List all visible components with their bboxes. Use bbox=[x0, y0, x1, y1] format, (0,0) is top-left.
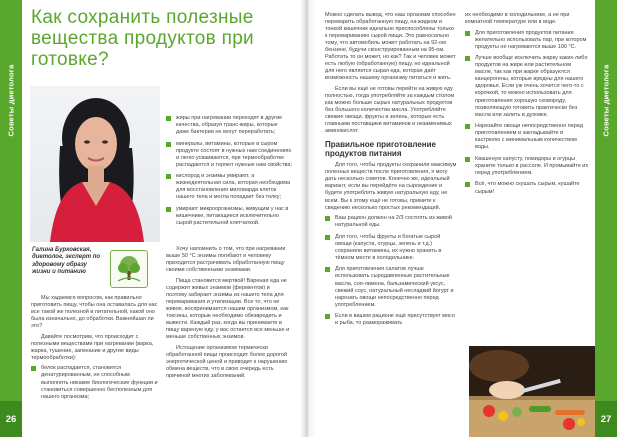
bullet-icon bbox=[166, 174, 171, 179]
body-paragraph: Хочу напомнить о том, что при нагревании выше 50 °С энзимы погибают и человеку приходится растрачивать обработанную пищу своими собственными энзимами. bbox=[166, 246, 286, 274]
bullet-icon bbox=[166, 116, 171, 121]
bullet-icon bbox=[325, 216, 330, 221]
list-item bbox=[465, 55, 589, 118]
author-portrait-image bbox=[30, 86, 160, 242]
cooking-vegetables-image bbox=[469, 346, 595, 437]
list-item-text: умирают микроорганизмы, живущим у нас в кишечнике, питающиеся исключительно сырой растительной клетчаткой. bbox=[176, 206, 289, 227]
section-tab-left bbox=[0, 0, 22, 437]
list-item bbox=[465, 156, 589, 177]
intro-paragraph: Давайте посмотрим, что происходит с полезными веществами при нагревании (варка, жарка, тушение, запекание и другие виды термообработки): bbox=[31, 333, 154, 361]
author-photo bbox=[30, 86, 160, 242]
list-item-text: Для того, чтобы фрукты и богатые сырой овощи (капуста, огурцы, зелень и т.д.) сохранили витамины, их нужно хранить в тёмном месте в холодильнике. bbox=[335, 233, 442, 261]
list-item bbox=[166, 141, 292, 169]
cooking-photo bbox=[469, 346, 595, 437]
list-item bbox=[465, 181, 589, 195]
list-item-text: Квашеную капусту, помидоры и огурцы храните только в рассоле. И промывайте их перед употреблением. bbox=[475, 155, 589, 176]
article-title: Как сохранить полезные вещества продуктов при готовке? bbox=[31, 7, 254, 70]
bullet-icon bbox=[166, 207, 171, 212]
list-item-text: Ваш рацион должен на 2/3 состоять из живой натуральной еды. bbox=[335, 215, 452, 229]
body-paragraph: их необходимо в холодильнике, а не при комнатной температуре или в воде. bbox=[465, 12, 570, 26]
bullet-icon bbox=[465, 31, 470, 36]
bullet-icon bbox=[166, 142, 171, 147]
right-column-1 bbox=[325, 12, 457, 332]
body-paragraph: Истощение организмом термически обработанной пищи происходит более дорогой энергетической ценой и приводит к нарушению обмена веществ, что в свою очередь есть причиной многих заболеваний. bbox=[166, 344, 288, 379]
bullet-icon bbox=[325, 314, 330, 319]
body-paragraph: Можно сделать вывод, что наш организм способен переварить обработанную пищу, на жидком и тонкой кишечник идеально приспособлены только к перевариванию сырой пищи. Это равносильно тому, что автомобиль может работать на 92-ом бензине, будучи сконструированным на 95-ом. Работать то он может, но как? Так и человек может есть любую (обработанную) пищу, но идеальной для него является сырая еда, которая даёт возможность нашему организму питаться и жить. bbox=[325, 12, 456, 82]
page-gutter bbox=[300, 0, 316, 437]
bullet-icon bbox=[465, 182, 470, 187]
list-item-text: белок распадается, становится денатурированным, не способным выполнять никакие биологические функции и становиться совершенно бесполезным для нашего организма; bbox=[41, 365, 158, 400]
list-item bbox=[166, 173, 292, 201]
list-item-text: Всё, что можно скушать сырым, кушайте сырым! bbox=[475, 181, 580, 195]
list-item bbox=[325, 266, 457, 308]
left-page bbox=[0, 0, 306, 437]
list-item-text: жиры при нагревании переходят в другие качества, образуя транс-жиры, которые даже бактерии не могут переработать; bbox=[176, 115, 283, 136]
section-tab-right bbox=[595, 0, 617, 437]
tree-logo-icon bbox=[111, 251, 147, 287]
list-item-text: Если в вашем рационе ещё присутствует мясо и рыба, то размораживать bbox=[335, 313, 455, 327]
right-column-2 bbox=[465, 12, 589, 200]
section-title-right: Советы диетолога bbox=[601, 64, 611, 136]
list-item bbox=[166, 206, 292, 227]
list-item bbox=[166, 115, 292, 136]
section-title-left: Советы диетолога bbox=[6, 64, 16, 136]
bullet-icon bbox=[465, 56, 470, 61]
page-number-left: 26 bbox=[0, 401, 22, 437]
author-logo bbox=[110, 250, 148, 288]
list-item-text: Лучше вообще исключить жарку каких-либо продуктов на жире или растительном масле, так как при жарке образуются канцерогены, которые вредны для нашего здоровья. Если уж очень хочется чего-то с корочкой, то можно использовать для приготовления хорошую сковороду, позволяющую готовить практически без масла или залить в духовке. bbox=[475, 55, 588, 118]
middle-column-bullets bbox=[166, 115, 292, 232]
intro-paragraph: Мы хадаемся вопросом, как правильно приготовить пищу, чтобы она оставалась для нас все такой же полезной и питательной, какой оно была изначально, до обработки. Важнейшая ли это? bbox=[31, 295, 158, 330]
list-item bbox=[325, 234, 457, 262]
bullet-icon bbox=[465, 124, 470, 129]
body-paragraph: Если вы ещё не готовы перейти на живую еду полностью, тогда употребляйте за каждым столом как можно больше сырых натуральных продуктов без большого количества масла. Употребляйте свежие овощи, фрукты и зелень, которые есть главными поставщики витаминов и незаменимых аминокислот. bbox=[325, 85, 455, 135]
list-item-text: Для приготовления продуктов питания желательно использовать пар, при котором продукты не нагреваются выше 100 °С. bbox=[475, 29, 587, 50]
list-item-text: кислород и энзимы умирают, а жизнедеятельная сила, которая необходима для восстановления миллиарда клеток нашего тела и могла попадает без толку; bbox=[176, 173, 291, 201]
list-item bbox=[325, 215, 457, 229]
bullet-icon bbox=[465, 157, 470, 162]
author-caption: Галина Бурковская, диетолог, эксперт по здоровому образу жизни и питанию bbox=[32, 247, 101, 276]
list-item-text: Нарезайте овощи непосредственно перед приготовлением и закладывайте в кастрюлю с минимальным количеством воды. bbox=[475, 123, 584, 151]
bullet-icon bbox=[325, 235, 330, 240]
middle-column-text bbox=[166, 246, 292, 383]
list-item-text: минералы, витамины, которые в сыром продукте состоят в нужных нам соединениях и легко усваиваются, при термообработке распадаются и теряют нужные нам свойства; bbox=[176, 140, 293, 168]
body-paragraph: Для того, чтобы продукты сохранили максимум полезных веществ после приготовления, я могу дать несколько советов. Конечно же, идеальный вариант, если вы перейдёте на сыроедение и будете употреблять живую натуральную еду, не всем. Вы к этому ещё не готовы, примите к сведению несколько простых рекомендаций. bbox=[325, 162, 457, 211]
bullet-icon bbox=[31, 366, 36, 371]
list-item bbox=[465, 30, 589, 51]
right-page bbox=[309, 0, 617, 437]
page-number-right: 27 bbox=[595, 401, 617, 437]
section-heading: Правильное приготовление продуктов питания bbox=[325, 140, 436, 159]
list-item bbox=[465, 123, 589, 151]
bullet-icon bbox=[325, 267, 330, 272]
list-item bbox=[325, 313, 457, 327]
body-paragraph: Пища становится мертвой! Вареная еда не содержит живых энзимов (ферментов) и поэтому забирает энзимы из нашего тела для переваривания и утилизации. Все то, что не живое, воспринимается нашим организмом, как токсины, которые необходимо обезвредить и вывести. Каждый раз, когда вы принимаете в пищу вареную еду, у вас остается все меньше и меньше собственных энзимов. bbox=[166, 277, 290, 341]
left-column-intro bbox=[31, 295, 158, 405]
list-item bbox=[31, 365, 158, 400]
list-item-text: Для приготовления салатов лучше использовать сыродавленные растительные масла, соя-лимона, бальзамический уксус, свежий соус, натуральный несладкий йогурт и нарезать овощи непосредственно перед употреблением. bbox=[335, 266, 454, 308]
